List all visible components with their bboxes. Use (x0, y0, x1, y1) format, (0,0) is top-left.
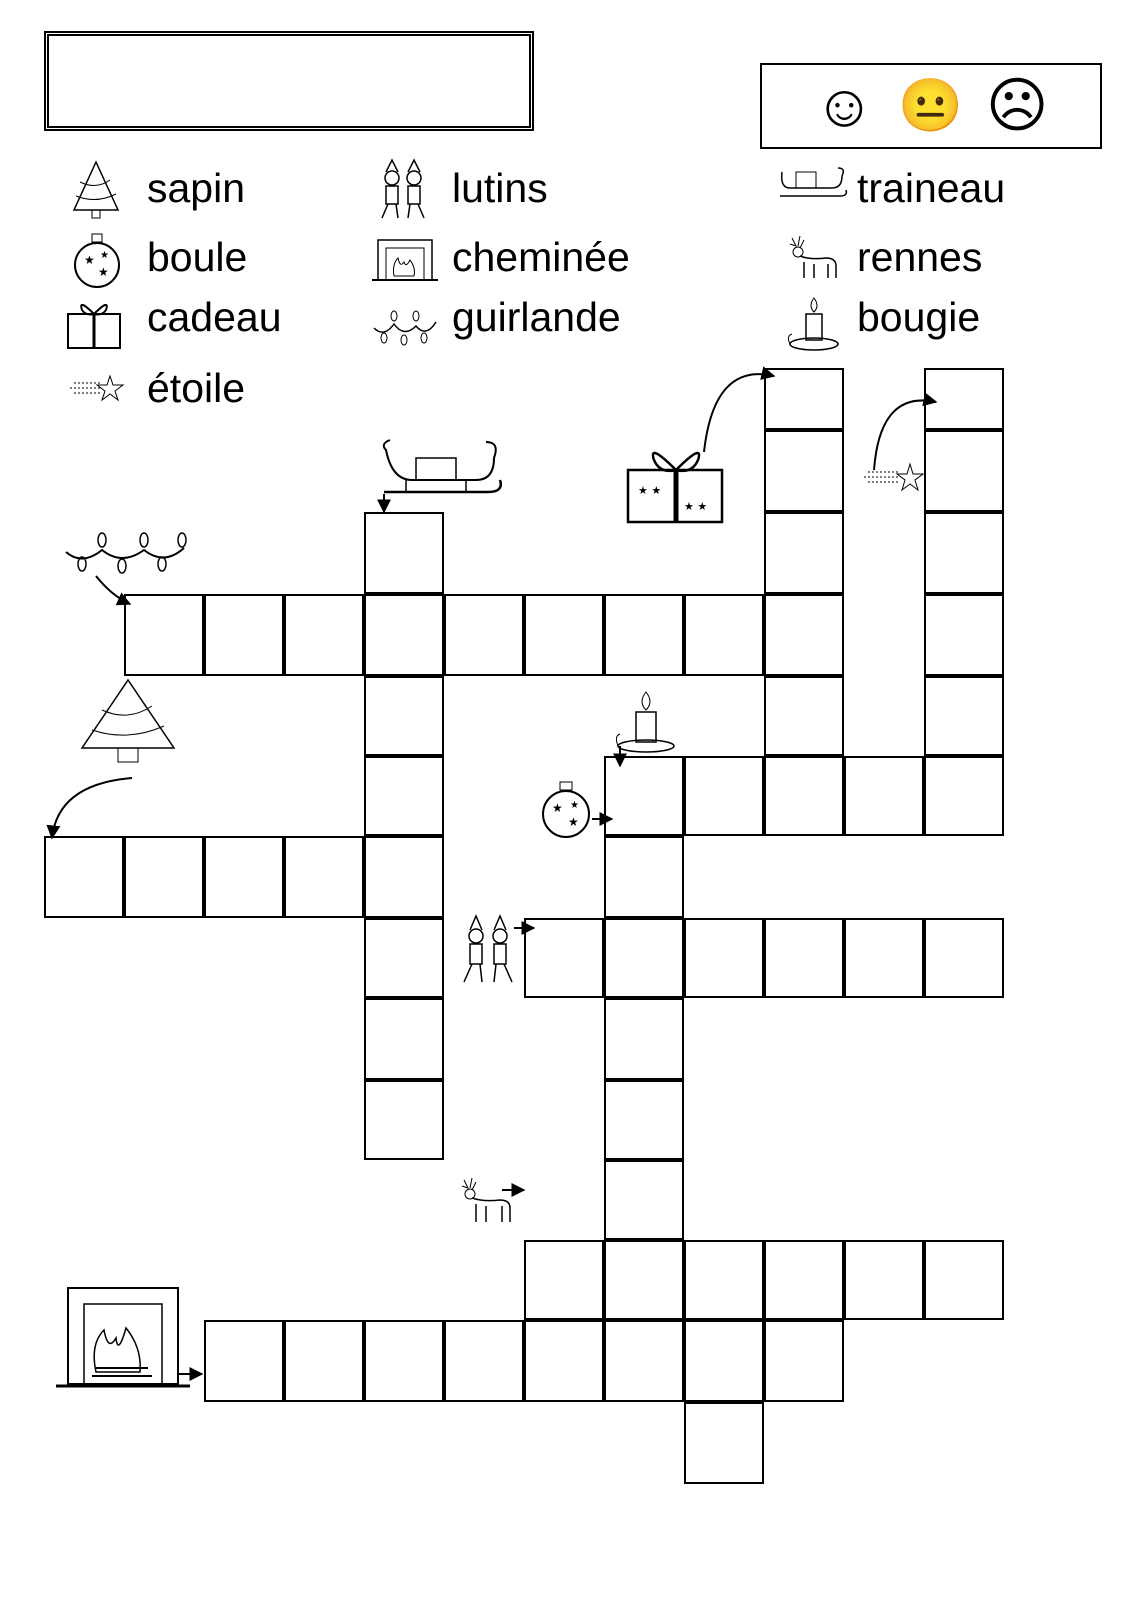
svg-text:★: ★ (100, 250, 109, 261)
word-bougie: bougie (857, 294, 981, 340)
crossword-cell[interactable] (924, 430, 1004, 512)
word-guirlande: guirlande (452, 294, 621, 340)
crossword-cell[interactable] (604, 836, 684, 918)
crossword-cell[interactable] (844, 918, 924, 998)
elves-icon (456, 914, 520, 986)
word-sapin: sapin (147, 165, 246, 211)
gift-icon (64, 298, 124, 350)
crossword-cell[interactable] (764, 1240, 844, 1320)
sleigh-icon (776, 164, 850, 200)
gift-icon (624, 440, 728, 524)
crossword-cell[interactable] (844, 756, 924, 836)
word-cheminee: cheminée (452, 234, 630, 280)
crossword-cell[interactable] (604, 1320, 684, 1402)
svg-text:★: ★ (552, 801, 563, 815)
word-rennes: rennes (857, 234, 983, 280)
crossword-cell[interactable] (124, 594, 204, 676)
crossword-cell[interactable] (764, 368, 844, 430)
reindeer-icon (782, 234, 844, 284)
crossword-cell[interactable] (364, 1080, 444, 1160)
crossword-cell[interactable] (684, 1320, 764, 1402)
crossword-cell[interactable] (844, 1240, 924, 1320)
crossword-cell[interactable] (924, 1240, 1004, 1320)
crossword-cell[interactable] (684, 918, 764, 998)
crossword-cell[interactable] (924, 594, 1004, 676)
fireplace-icon (372, 236, 438, 284)
crossword-cell[interactable] (764, 676, 844, 756)
crossword-cell[interactable] (924, 368, 1004, 430)
crossword-cell[interactable] (284, 1320, 364, 1402)
svg-text:★: ★ (570, 800, 579, 811)
crossword-cell[interactable] (604, 594, 684, 676)
svg-text:★: ★ (84, 253, 95, 267)
christmas-tree-icon (74, 676, 182, 768)
crossword-cell[interactable] (364, 512, 444, 594)
crossword-cell[interactable] (764, 756, 844, 836)
elves-icon (372, 158, 434, 222)
crossword-cell[interactable] (684, 1402, 764, 1484)
candle-icon (612, 690, 680, 756)
happy-face-icon[interactable]: ☺ (813, 72, 875, 139)
word-etoile: étoile (147, 365, 246, 411)
crossword-cell[interactable] (604, 1240, 684, 1320)
crossword-cell[interactable] (524, 594, 604, 676)
crossword-cell[interactable] (924, 512, 1004, 594)
sleigh-icon (376, 430, 506, 500)
sad-face-icon[interactable]: ☹ (985, 72, 1049, 139)
self-evaluation-box (760, 63, 1102, 149)
crossword-cell[interactable] (604, 756, 684, 836)
crossword-cell[interactable] (764, 512, 844, 594)
crossword-cell[interactable] (604, 918, 684, 998)
bauble-icon (70, 232, 124, 290)
word-cadeau: cadeau (147, 294, 282, 340)
crossword-cell[interactable] (524, 1320, 604, 1402)
crossword-cell[interactable] (364, 594, 444, 676)
garland-icon (62, 532, 188, 584)
crossword-cell[interactable] (364, 756, 444, 836)
star-icon (862, 462, 926, 492)
crossword-cell[interactable] (364, 836, 444, 918)
crossword-cell[interactable] (444, 594, 524, 676)
crossword-cell[interactable] (364, 676, 444, 756)
crossword-cell[interactable] (604, 1160, 684, 1240)
svg-text:★ ★: ★ ★ (684, 500, 708, 513)
fireplace-icon (56, 1280, 190, 1400)
crossword-cell[interactable] (764, 594, 844, 676)
candle-icon (786, 296, 842, 356)
word-lutins: lutins (452, 165, 548, 211)
crossword-cell[interactable] (684, 594, 764, 676)
crossword-cell[interactable] (764, 918, 844, 998)
crossword-cell[interactable] (364, 1320, 444, 1402)
svg-text:★: ★ (568, 815, 579, 829)
crossword-cell[interactable] (604, 998, 684, 1080)
crossword-cell[interactable] (364, 918, 444, 998)
crossword-cell[interactable] (924, 676, 1004, 756)
name-field[interactable] (44, 31, 534, 131)
crossword-cell[interactable] (524, 1240, 604, 1320)
crossword-cell[interactable] (764, 430, 844, 512)
crossword-cell[interactable] (204, 594, 284, 676)
crossword-cell[interactable] (204, 836, 284, 918)
crossword-cell[interactable] (364, 998, 444, 1080)
crossword-cell[interactable] (284, 836, 364, 918)
crossword-cell[interactable] (924, 918, 1004, 998)
crossword-cell[interactable] (124, 836, 204, 918)
garland-icon (372, 308, 438, 348)
reindeer-icon (456, 1176, 518, 1228)
neutral-face-icon[interactable]: 😐 (897, 77, 963, 135)
arrow-tree (52, 778, 132, 838)
crossword-cell[interactable] (604, 1080, 684, 1160)
crossword-cell[interactable] (204, 1320, 284, 1402)
crossword-cell[interactable] (444, 1320, 524, 1402)
word-traineau: traineau (857, 165, 1006, 211)
crossword-cell[interactable] (524, 918, 604, 998)
crossword-cell[interactable] (44, 836, 124, 918)
crossword-cell[interactable] (764, 1320, 844, 1402)
christmas-tree-icon (64, 158, 128, 222)
crossword-cell[interactable] (924, 756, 1004, 836)
crossword-cell[interactable] (284, 594, 364, 676)
crossword-cell[interactable] (684, 756, 764, 836)
word-boule: boule (147, 234, 248, 280)
svg-text:★: ★ (98, 265, 109, 279)
bauble-icon (538, 780, 594, 840)
crossword-cell[interactable] (684, 1240, 764, 1320)
star-icon (66, 374, 126, 402)
svg-text:★ ★: ★ ★ (638, 484, 662, 497)
